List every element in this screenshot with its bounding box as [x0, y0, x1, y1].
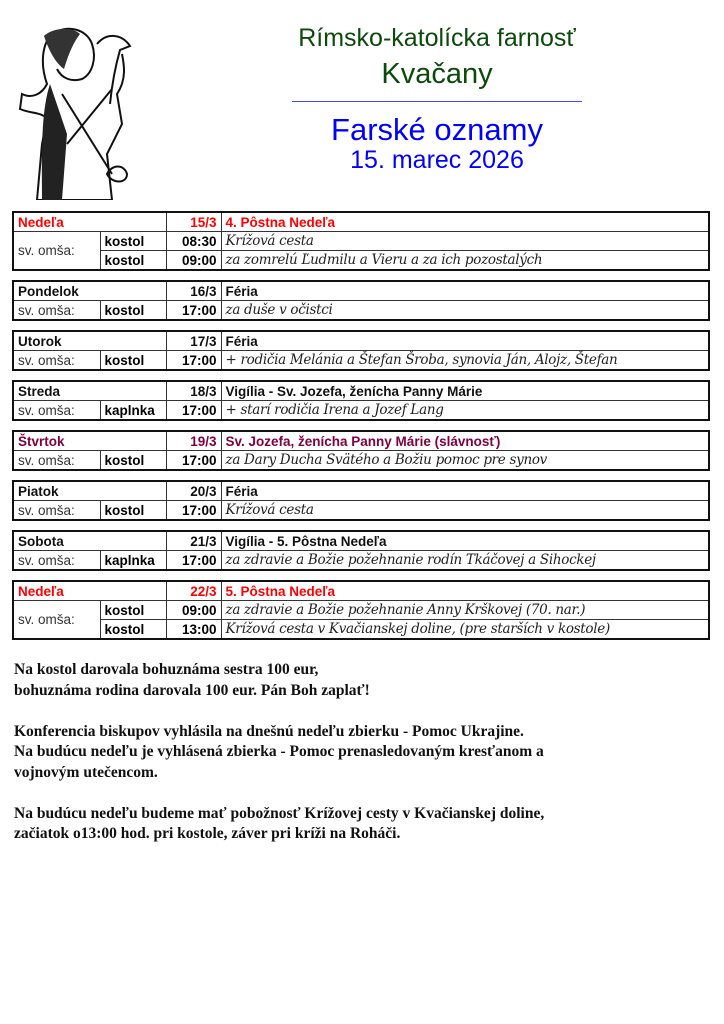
mass-time: 17:00 — [166, 551, 221, 571]
village-name: Kvačany — [381, 58, 493, 90]
mass-place: kostol — [100, 301, 166, 321]
announcement-line: začiatok o13:00 hod. pri kostole, záver pri kríži na Roháči. — [14, 825, 401, 842]
mass-time: 09:00 — [166, 251, 221, 271]
mass-intention: za zomrelú Ľudmilu a Vieru a za ich pozostalých — [221, 251, 709, 271]
liturgical-day: Vigília - Sv. Jozefa, ženícha Panny Márie — [221, 381, 709, 401]
mass-row — [13, 451, 709, 471]
mass-row — [13, 351, 709, 371]
mass-place: kostol — [100, 232, 166, 251]
announcement-line: Na budúcu nedeľu je vyhlásená zbierka - Pomoc prenasledovaným kresťanom a — [14, 743, 544, 760]
day-name: Nedeľa — [13, 581, 166, 601]
day-block — [12, 430, 710, 471]
mass-place: kostol — [100, 601, 166, 620]
day-block — [12, 380, 710, 421]
mass-intention: Krížová cesta v Kvačianskej doline, (pre starších v kostole) — [221, 620, 709, 640]
liturgical-day: Féria — [221, 281, 709, 301]
day-name: Piatok — [13, 481, 166, 501]
mass-intention: za Dary Ducha Svätého a Božiu pomoc pre synov — [221, 451, 709, 471]
liturgical-day: Féria — [221, 331, 709, 351]
announcement-date: 15. marec 2026 — [350, 146, 524, 174]
mass-label: sv. omša: — [13, 551, 100, 571]
day-name: Nedeľa — [13, 212, 166, 232]
day-header-row — [13, 531, 709, 551]
mass-time: 08:30 — [166, 232, 221, 251]
day-date: 20/3 — [166, 481, 221, 501]
day-header-row — [13, 431, 709, 451]
mass-row — [13, 401, 709, 421]
day-name: Streda — [13, 381, 166, 401]
announcements — [14, 660, 714, 865]
weekly-schedule — [12, 211, 710, 649]
mass-label: sv. omša: — [13, 501, 100, 521]
day-date: 21/3 — [166, 531, 221, 551]
day-name: Sobota — [13, 531, 166, 551]
day-date: 15/3 — [166, 212, 221, 232]
day-header-row — [13, 581, 709, 601]
announcement-line: Na kostol darovala bohuznáma sestra 100 eur, — [14, 661, 319, 678]
day-block — [12, 330, 710, 371]
day-date: 19/3 — [166, 431, 221, 451]
mass-intention: za zdravie a Božie požehnanie Anny Krškovej (70. nar.) — [221, 601, 709, 620]
mass-label: sv. omša: — [13, 232, 100, 271]
day-date: 22/3 — [166, 581, 221, 601]
liturgical-day: 4. Pôstna Nedeľa — [221, 212, 709, 232]
mass-time: 17:00 — [166, 501, 221, 521]
mass-place: kostol — [100, 451, 166, 471]
day-date: 18/3 — [166, 381, 221, 401]
mass-row — [13, 551, 709, 571]
mass-row — [13, 232, 709, 251]
mass-label: sv. omša: — [13, 351, 100, 371]
mass-label: sv. omša: — [13, 451, 100, 471]
day-header-row — [13, 281, 709, 301]
mass-time: 17:00 — [166, 351, 221, 371]
mass-intention: Krížová cesta — [221, 232, 709, 251]
day-block — [12, 211, 710, 271]
mass-place: kostol — [100, 501, 166, 521]
announcement-line: vojnovým utečencom. — [14, 763, 158, 781]
day-header-row — [13, 331, 709, 351]
announcement-line: Na budúcu nedeľu budeme mať pobožnosť Krížovej cesty v Kvačianskej doline, — [14, 804, 545, 822]
mass-row — [13, 301, 709, 321]
day-block — [12, 580, 710, 640]
liturgical-day: Féria — [221, 481, 709, 501]
announcement-line: Konferencia biskupov vyhlásila na dnešnú nedeľu zbierku - Pomoc Ukrajine. — [14, 722, 524, 740]
day-name: Pondelok — [13, 281, 166, 301]
day-name: Utorok — [13, 331, 166, 351]
mass-time: 13:00 — [166, 620, 221, 640]
mass-label: sv. omša: — [13, 401, 100, 421]
day-date: 17/3 — [166, 331, 221, 351]
announcement-paragraph — [14, 722, 714, 784]
parish-name: Rímsko-katolícka farnosť — [298, 24, 576, 52]
announcement-line: bohuznáma rodina darovala 100 eur. Pán Boh zaplať! — [14, 681, 370, 699]
mass-intention: + starí rodičia Irena a Jozef Lang — [221, 401, 709, 421]
mass-place: kaplnka — [100, 401, 166, 421]
day-block — [12, 480, 710, 521]
mass-row — [13, 601, 709, 620]
day-header-row — [13, 381, 709, 401]
page-title: Farské oznamy — [331, 112, 543, 147]
mass-time: 17:00 — [166, 401, 221, 421]
header-divider — [292, 101, 582, 102]
day-header-row — [13, 212, 709, 232]
mass-row — [13, 501, 709, 521]
day-header-row — [13, 481, 709, 501]
mass-place: kaplnka — [100, 551, 166, 571]
mass-row — [13, 251, 709, 271]
day-date: 16/3 — [166, 281, 221, 301]
liturgical-day: Vigília - 5. Pôstna Nedeľa — [221, 531, 709, 551]
announcement-paragraph — [14, 660, 714, 701]
mass-place: kostol — [100, 620, 166, 640]
day-block — [12, 280, 710, 321]
announcement-paragraph — [14, 804, 714, 845]
day-name: Štvrtok — [13, 431, 166, 451]
liturgical-day: Sv. Jozefa, ženícha Panny Márie (slávnosť) — [221, 431, 709, 451]
day-block — [12, 530, 710, 571]
mass-place: kostol — [100, 251, 166, 271]
mass-time: 17:00 — [166, 301, 221, 321]
liturgical-day: 5. Pôstna Nedeľa — [221, 581, 709, 601]
mass-place: kostol — [100, 351, 166, 371]
mass-intention: Krížová cesta — [221, 501, 709, 521]
mass-time: 17:00 — [166, 451, 221, 471]
mass-intention: + rodičia Melánia a Štefan Šroba, synovia Ján, Alojz, Štefan — [221, 351, 709, 371]
mass-intention: za duše v očistci — [221, 301, 709, 321]
mass-label: sv. omša: — [13, 601, 100, 640]
mass-time: 09:00 — [166, 601, 221, 620]
mass-row — [13, 620, 709, 640]
mass-intention: za zdravie a Božie požehnanie rodín Tkáčovej a Sihockej — [221, 551, 709, 571]
mass-label: sv. omša: — [13, 301, 100, 321]
